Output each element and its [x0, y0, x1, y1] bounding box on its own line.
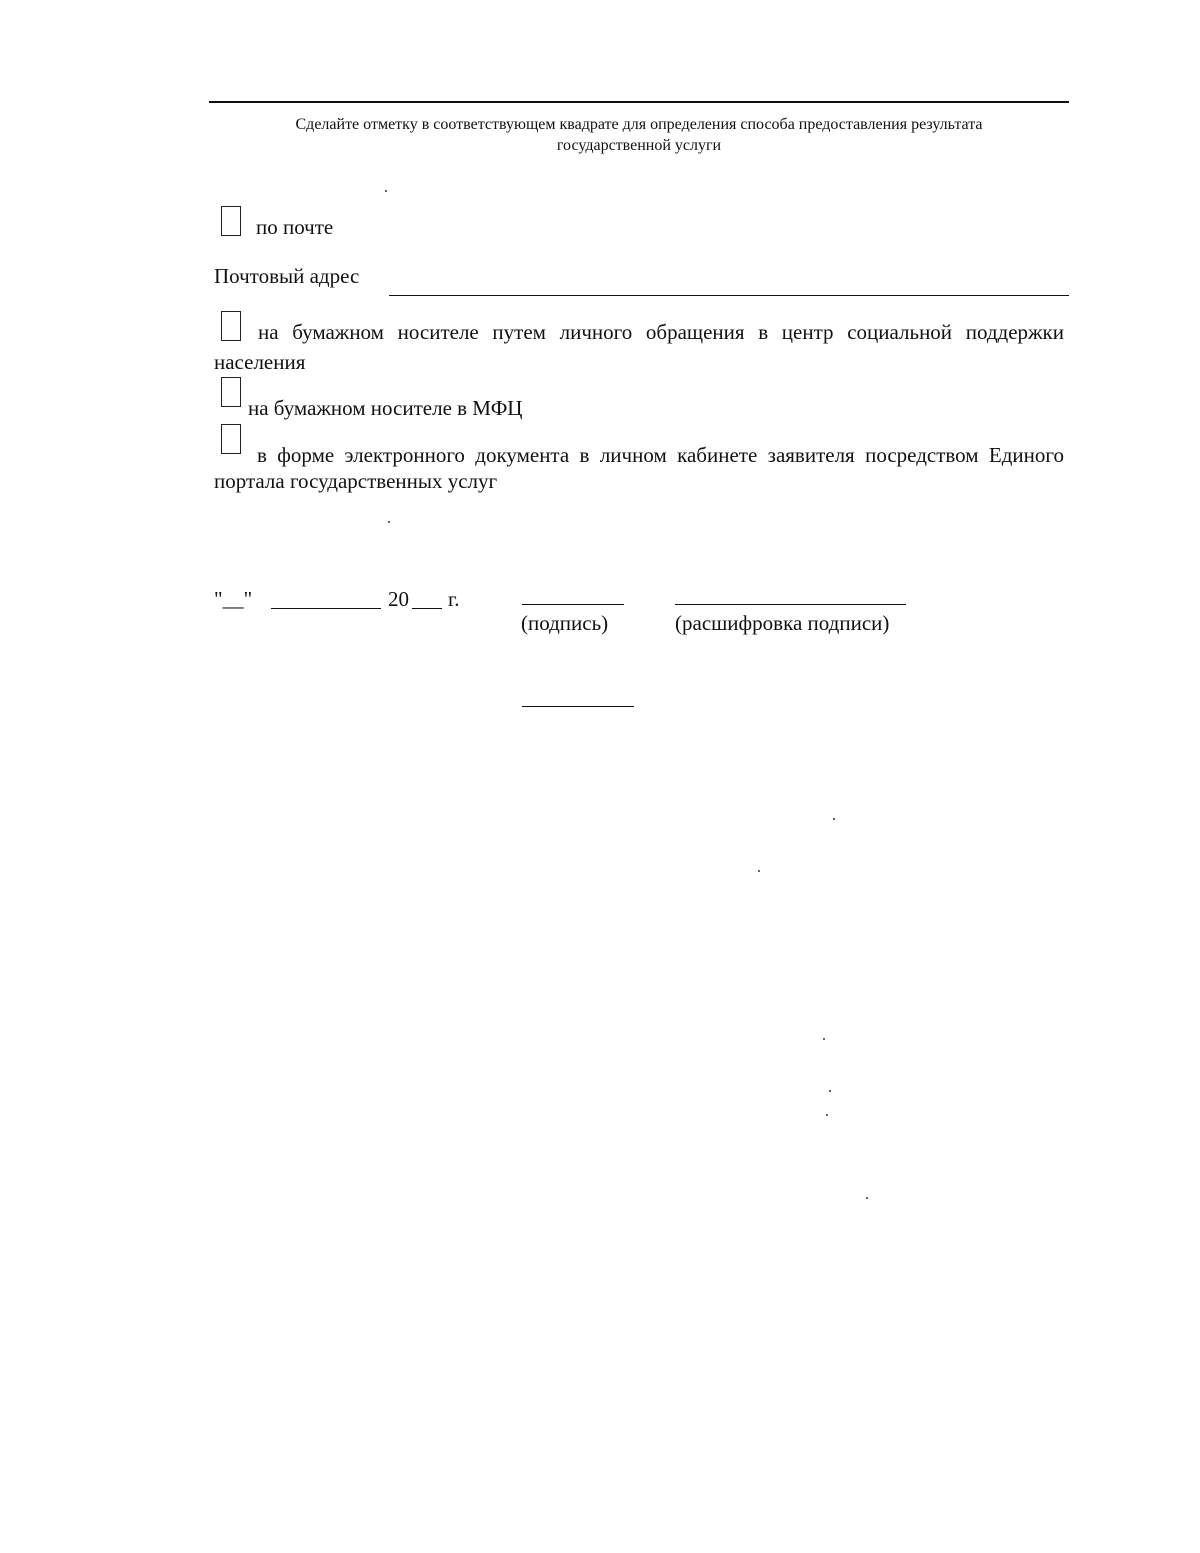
- option-paper-mfc-label: на бумажном носителе в МФЦ: [248, 396, 523, 420]
- extra-blank-field: [522, 706, 634, 707]
- checkbox-paper-social-center[interactable]: [221, 311, 241, 341]
- date-year-field[interactable]: [412, 608, 442, 609]
- scan-speck: [388, 521, 390, 523]
- postal-address-label: Почтовый адрес: [214, 264, 360, 288]
- option-electronic-line-1: в форме электронного документа в личном кабинете заявителя посредством Единого: [257, 443, 1064, 467]
- scan-speck: [758, 870, 760, 872]
- instruction-text: [209, 114, 1069, 156]
- checkbox-electronic[interactable]: [221, 424, 241, 454]
- scan-speck: [829, 1090, 831, 1092]
- option-by-mail-label: по почте: [256, 215, 334, 239]
- signature-decoding-caption: (расшифровка подписи): [675, 611, 890, 635]
- signature-field[interactable]: [522, 604, 624, 605]
- scan-speck: [833, 818, 835, 820]
- date-month-field[interactable]: [271, 608, 381, 609]
- date-day: "__": [214, 587, 253, 611]
- signature-decoding-field[interactable]: [675, 604, 906, 605]
- scan-speck: [823, 1038, 825, 1040]
- postal-address-field[interactable]: [389, 295, 1069, 296]
- top-divider: [209, 101, 1069, 103]
- option-paper-social-center-line-2: населения: [214, 350, 306, 374]
- checkbox-paper-mfc[interactable]: [221, 377, 241, 407]
- instruction-line-1: Сделайте отметку в соответствующем квадрате для определения способа предоставления результата: [295, 116, 983, 133]
- scan-speck: [826, 1114, 828, 1116]
- instruction-line-2: государственной услуги: [556, 137, 722, 154]
- scan-speck: [866, 1197, 868, 1199]
- date-year-prefix: 20: [388, 587, 409, 611]
- option-electronic-line-2: портала государственных услуг: [214, 469, 498, 493]
- scan-speck: [385, 190, 387, 192]
- checkbox-by-mail[interactable]: [221, 206, 241, 236]
- option-paper-social-center-line-1: на бумажном носителе путем личного обращения в центр социальной поддержки: [258, 320, 1064, 344]
- date-year-suffix: г.: [448, 587, 460, 611]
- signature-caption: (подпись): [521, 611, 609, 635]
